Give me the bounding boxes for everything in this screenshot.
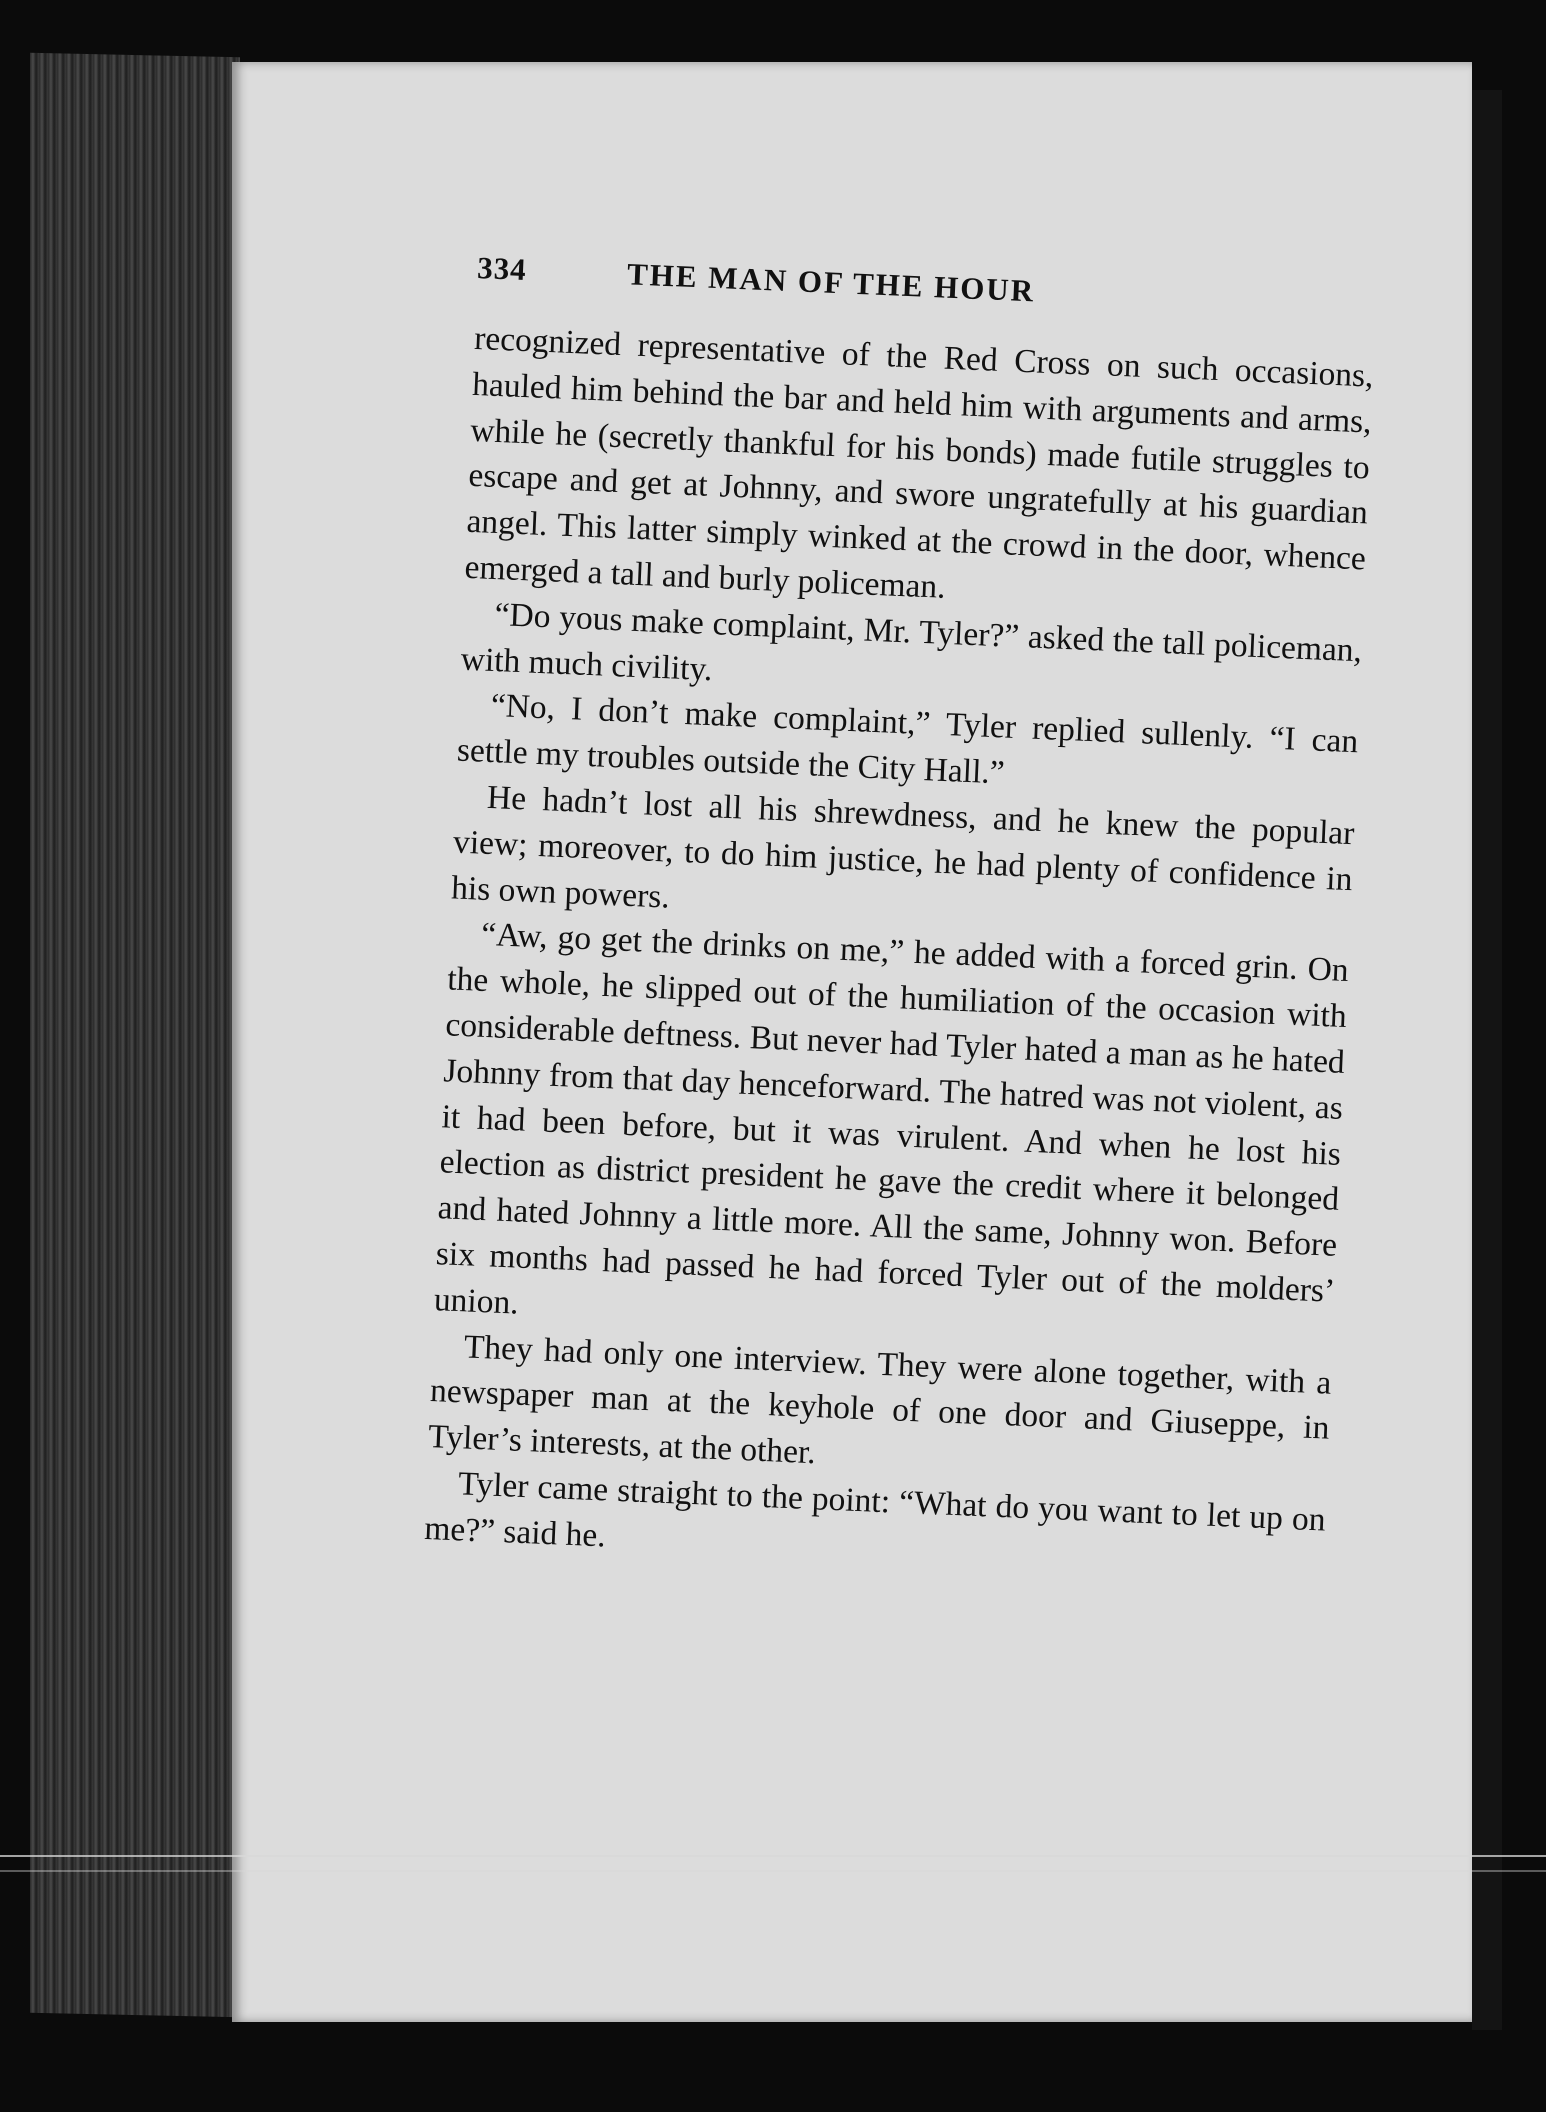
paragraph: They had only one interview. They were alone together, with a newspaper man at the keyhole of one door and Giuseppe, in Tyler’s interests, at the other. bbox=[427, 1327, 1333, 1472]
paragraph: “Aw, go get the drinks on me,” he added with a forced grin. On the whole, he slipped out of the humiliation of the occasion with considerable deftness. But never had Tyler hated a man as he hated Johnny from that day henceforward. The hatred was not violent, as it had been before, but it was virulent. And when he lost his election as district president he gave the credit where it belonged and hated Johnny a little more. All the same, Johnny won. Before six months had passed he had forced Tyler out of the molders’ union. bbox=[433, 916, 1350, 1322]
paragraph: “No, I don’t make complaint,” Tyler replied sullenly. “I can settle my troubles outside the City Hall.” bbox=[456, 687, 1359, 792]
paragraph: Tyler came straight to the point: “What do you want to let up on me?” said he. bbox=[423, 1465, 1327, 1555]
page-right-edge bbox=[1472, 90, 1502, 2030]
scan-artifact-line bbox=[0, 1855, 1546, 1857]
paragraph: He hadn’t lost all his shrewdness, and he knew the popular view; moreover, to do him justice, he had plenty of confidence in his own powers. bbox=[450, 778, 1356, 916]
paragraph: recognized representative of the Red Cross on such occasions, hauled him behind the bar and held him with arguments and arms, while he (secretly thankful for his bonds) made futile struggles to escape and get at Johnny, and swore ungratefully at his guardian angel. This latter simply winked at the crowd in the door, whence emerged a tall and burly policeman. bbox=[463, 319, 1375, 606]
page-number: 334 bbox=[476, 250, 528, 288]
paragraph: “Do yous make complaint, Mr. Tyler?” asked the tall policeman, with much civility. bbox=[460, 595, 1363, 688]
scan-artifact-line bbox=[0, 1870, 1546, 1872]
running-title: THE MAN OF THE HOUR bbox=[626, 256, 1036, 309]
text-block bbox=[423, 250, 1377, 1589]
page-edges bbox=[30, 53, 240, 2017]
